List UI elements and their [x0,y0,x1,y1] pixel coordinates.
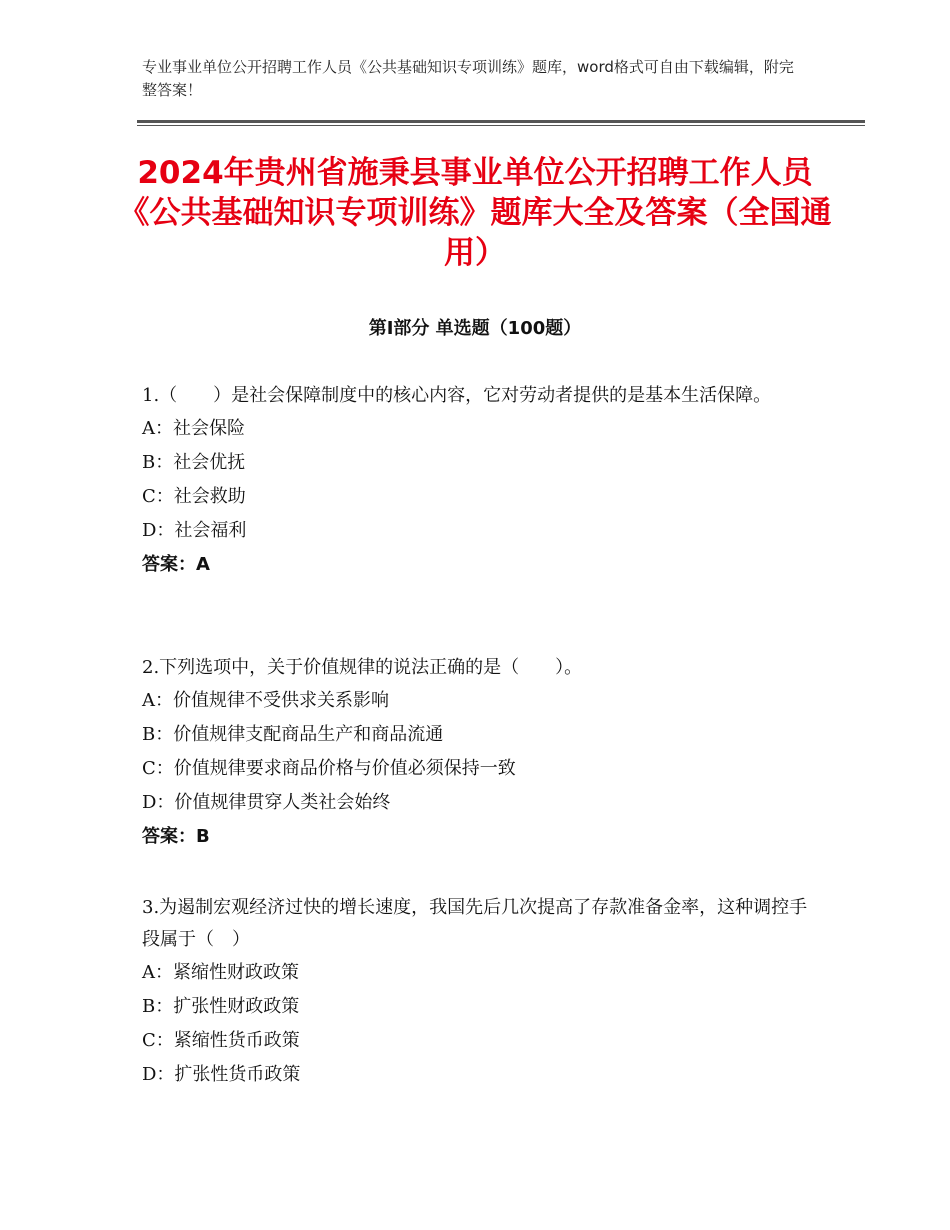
option-c: C：社会救助 [142,486,246,507]
option-d: D：扩张性货币政策 [142,1064,301,1085]
option-a: A：价值规律不受供求关系影响 [142,690,389,711]
option-a: A：紧缩性财政政策 [142,962,299,983]
option-a: A：社会保险 [142,418,245,439]
document-title: 2024年贵州省施秉县事业单位公开招聘工作人员《公共基础知识专项训练》题库大全及答案（全国通用） [118,155,832,271]
option-c: C：紧缩性货币政策 [142,1030,300,1051]
option-d: D：价值规律贯穿人类社会始终 [142,792,391,813]
section-title: 第I部分 单选题（100题） [368,318,582,339]
option-b: B：扩张性财政政策 [142,996,300,1017]
header-divider-thick [137,120,865,123]
option-d: D：社会福利 [142,520,247,541]
question-stem: 1.（ ）是社会保障制度中的核心内容，它对劳动者提供的是基本生活保障。 [142,385,772,406]
option-b: B：价值规律支配商品生产和商品流通 [142,724,444,745]
option-c: C：价值规律要求商品价格与价值必须保持一致 [142,758,516,779]
question-stem: 2.下列选项中，关于价值规律的说法正确的是（ ）。 [142,657,583,678]
question-1 [142,380,812,582]
question-2 [142,652,812,854]
question-3 [142,892,812,1092]
answer: 答案：B [142,826,210,847]
answer: 答案：A [142,554,210,575]
header-divider-thin [137,125,865,126]
option-b: B：社会优抚 [142,452,246,473]
header-note: 专业事业单位公开招聘工作人员《公共基础知识专项训练》题库，word格式可自由下载编辑，附完整答案！ [142,58,794,99]
question-stem: 3.为遏制宏观经济过快的增长速度，我国先后几次提高了存款准备金率，这种调控手段属于（ ） [142,897,808,950]
